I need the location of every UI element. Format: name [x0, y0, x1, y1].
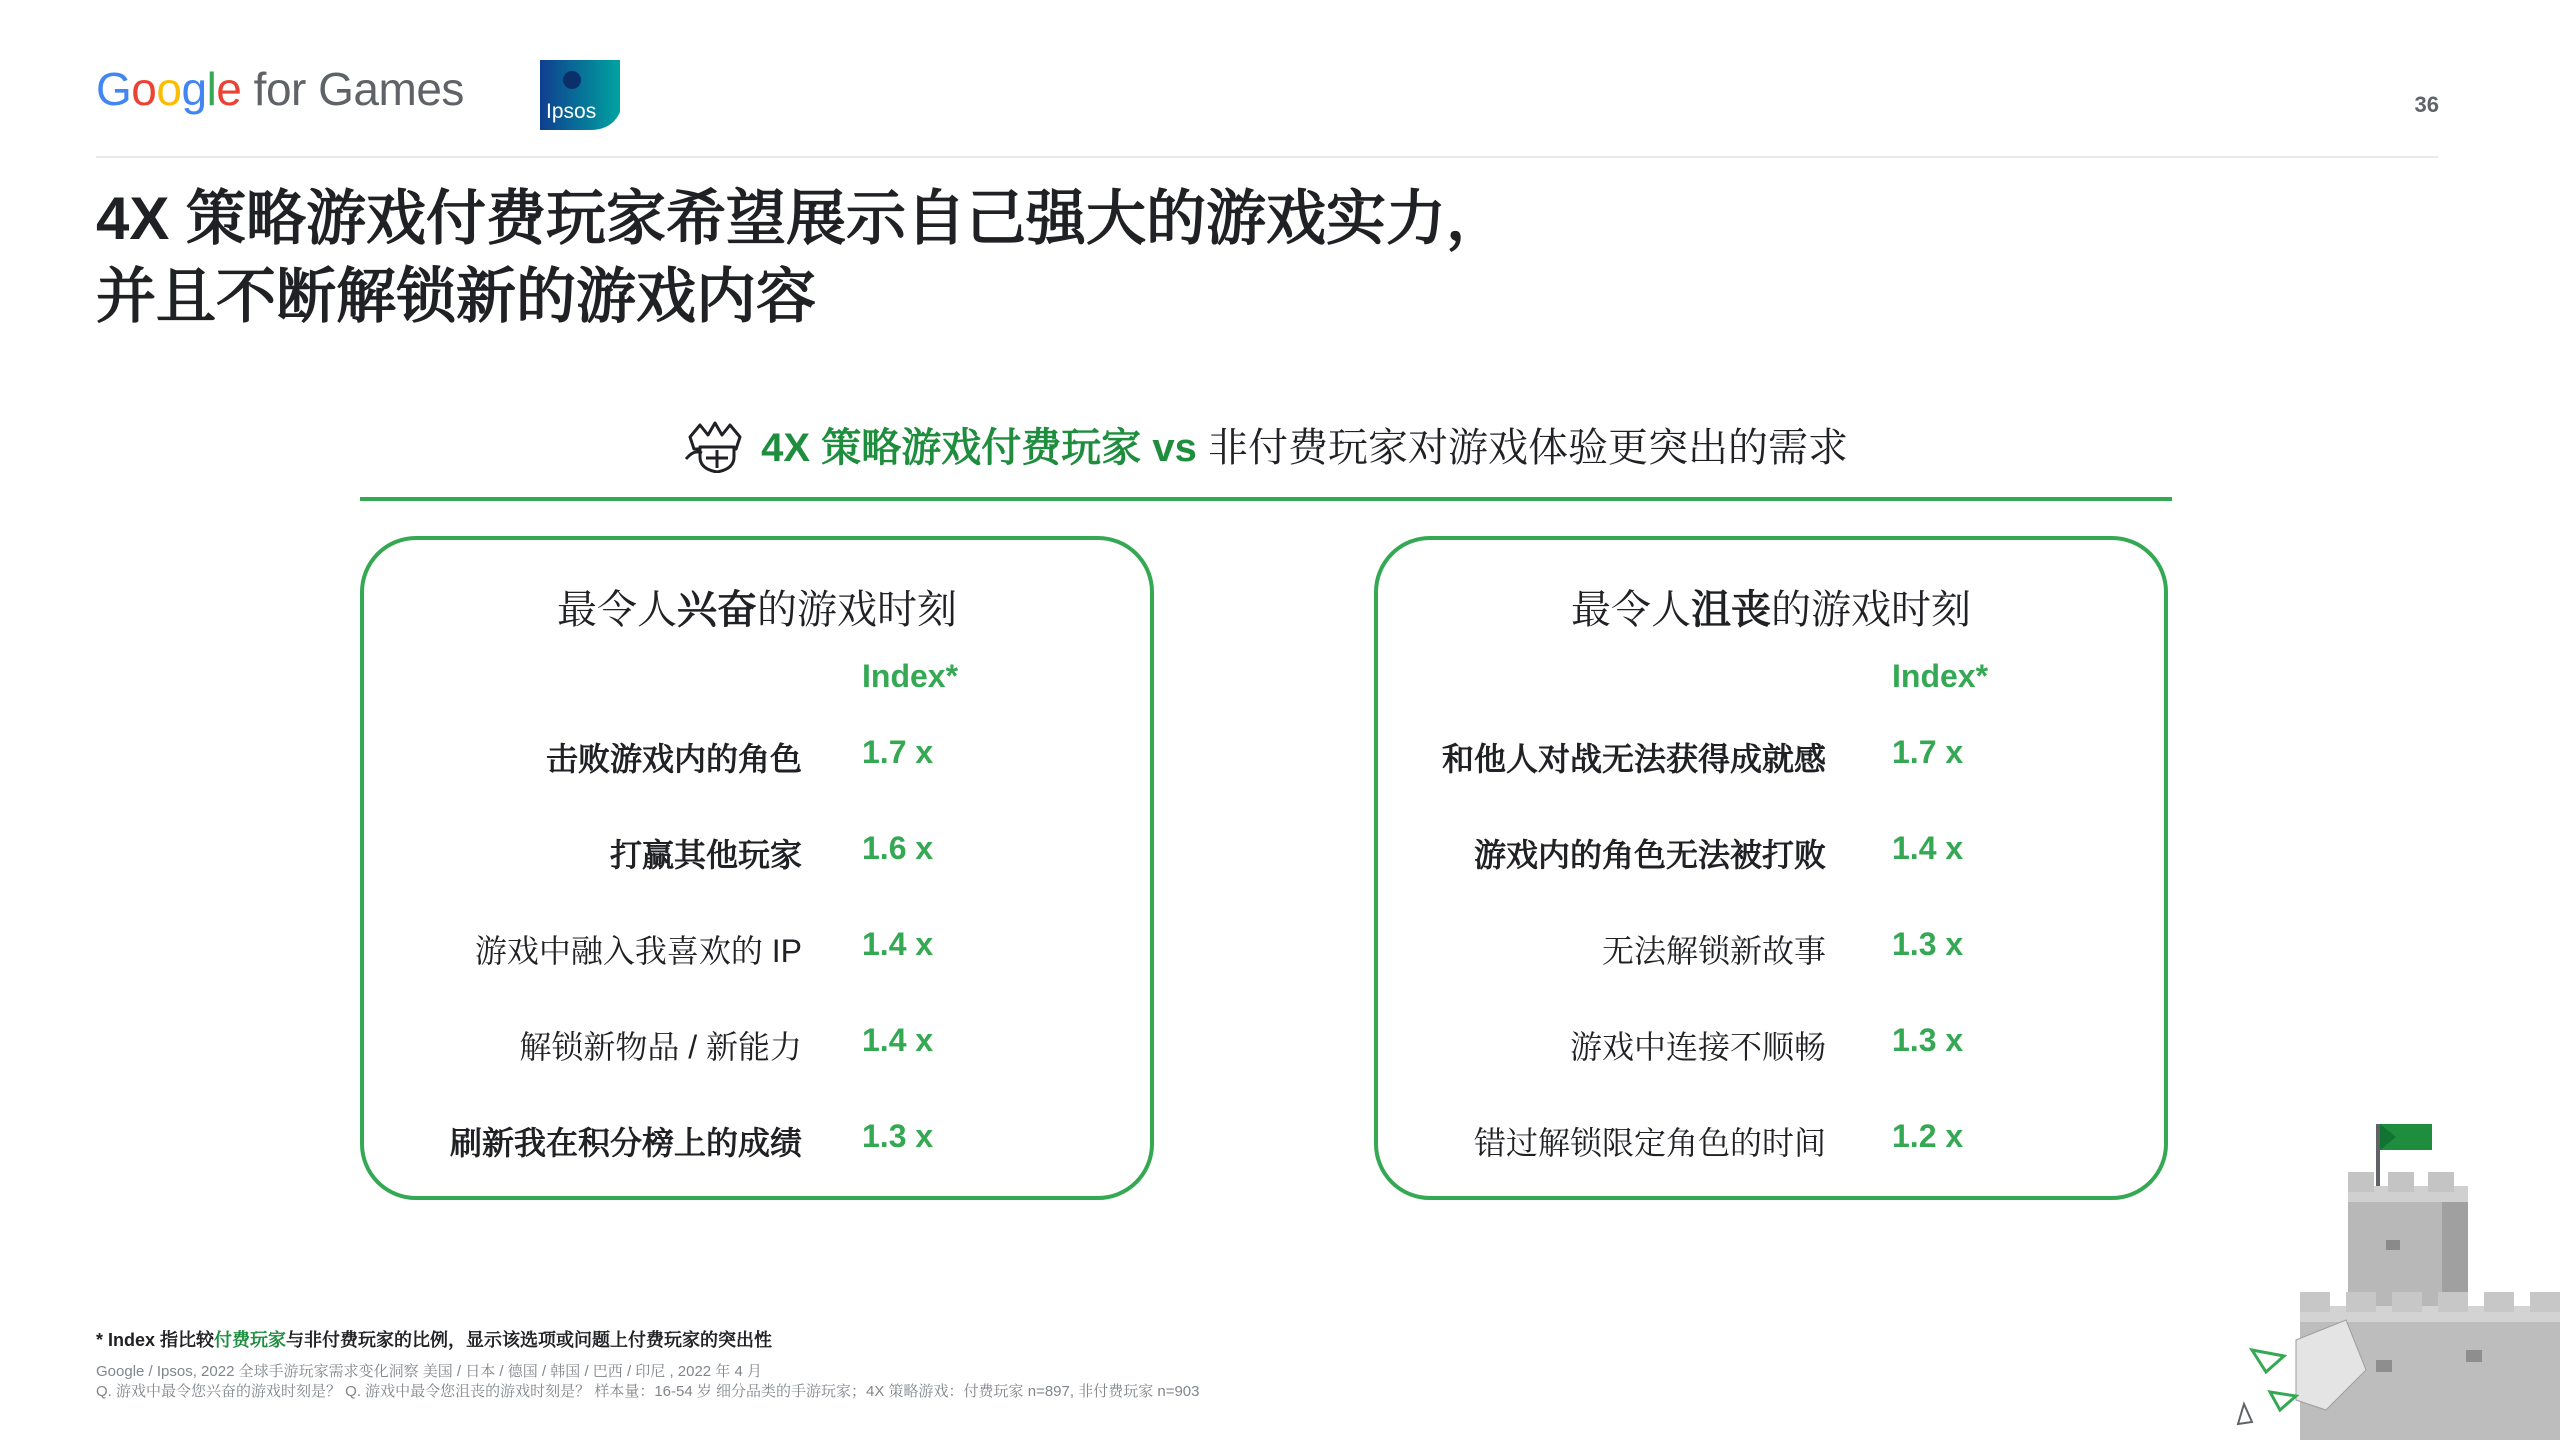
row-value: 1.3 x	[1892, 1022, 1964, 1058]
page-title	[96, 180, 1506, 336]
index-column-header: Index*	[862, 658, 959, 694]
row-value: 1.4 x	[1892, 830, 1964, 866]
source-note	[96, 1362, 1200, 1402]
row-label: 游戏中连接不顺畅	[1569, 1029, 1826, 1065]
row-label: 解锁新物品 / 新能力	[519, 1029, 802, 1065]
section-divider	[360, 497, 2172, 501]
castle-illustration	[2236, 1110, 2560, 1440]
source-line-2: Q. 游戏中最令您兴奋的游戏时刻是？ Q. 游戏中最令您沮丧的游戏时刻是？ 样本量：16-54 岁 细分品类的手游玩家；4X 策略游戏：付费玩家 n=897, 非付费玩家 n=903	[96, 1383, 1200, 1400]
source-line-1: Google / Ipsos, 2022 全球手游玩家需求变化洞察 美国 / 日本 / 德国 / 韩国 / 巴西 / 印尼 , 2022 年 4 月	[96, 1363, 762, 1380]
index-footnote: * Index 指比较付费玩家与非付费玩家的比例，显示该选项或问题上付费玩家的突出性	[96, 1330, 773, 1350]
row-label: 无法解锁新故事	[1601, 933, 1826, 969]
ipsos-logo-text: Ipsos	[546, 100, 597, 123]
card-title: 最令人沮丧的游戏时刻	[1571, 588, 1971, 632]
ipsos-logo	[540, 60, 620, 130]
row-value: 1.6 x	[862, 830, 934, 866]
frustrating-moments-card	[1374, 536, 2168, 1200]
row-value: 1.3 x	[862, 1118, 934, 1154]
crown-shield-icon	[684, 419, 746, 473]
row-label: 错过解锁限定角色的时间	[1473, 1125, 1826, 1161]
google-for-games-logo	[96, 62, 464, 116]
section-heading-rest: 非付费玩家对游戏体验更突出的需求	[1196, 426, 1848, 470]
title-line-1: 4X 策略游戏付费玩家希望展示自己强大的游戏实力，	[96, 185, 1507, 252]
logo-suffix: for Games	[253, 63, 464, 115]
title-line-2: 并且不断解锁新的游戏内容	[96, 263, 816, 330]
row-label: 游戏中融入我喜欢的 IP	[474, 933, 802, 969]
row-value: 1.4 x	[862, 1022, 934, 1058]
row-value: 1.3 x	[1892, 926, 1964, 962]
exciting-moments-card	[360, 536, 1154, 1200]
row-label: 打赢其他玩家	[609, 837, 802, 873]
row-value: 1.2 x	[1892, 1118, 1964, 1154]
row-value: 1.4 x	[862, 926, 934, 962]
section-heading-highlight: 4X 策略游戏付费玩家 vs	[761, 426, 1197, 470]
card-title: 最令人兴奋的游戏时刻	[557, 588, 957, 632]
row-label: 击败游戏内的角色	[545, 741, 802, 777]
section-heading	[360, 418, 2172, 478]
index-column-header: Index*	[1892, 658, 1989, 694]
google-wordmark: Google	[96, 63, 242, 115]
header-divider	[96, 156, 2438, 158]
row-value: 1.7 x	[1892, 734, 1964, 770]
row-label: 游戏内的角色无法被打败	[1473, 837, 1826, 873]
row-value: 1.7 x	[862, 734, 934, 770]
row-label: 刷新我在积分榜上的成绩	[449, 1125, 802, 1161]
page-number: 36	[2414, 92, 2439, 117]
row-label: 和他人对战无法获得成就感	[1441, 741, 1826, 777]
